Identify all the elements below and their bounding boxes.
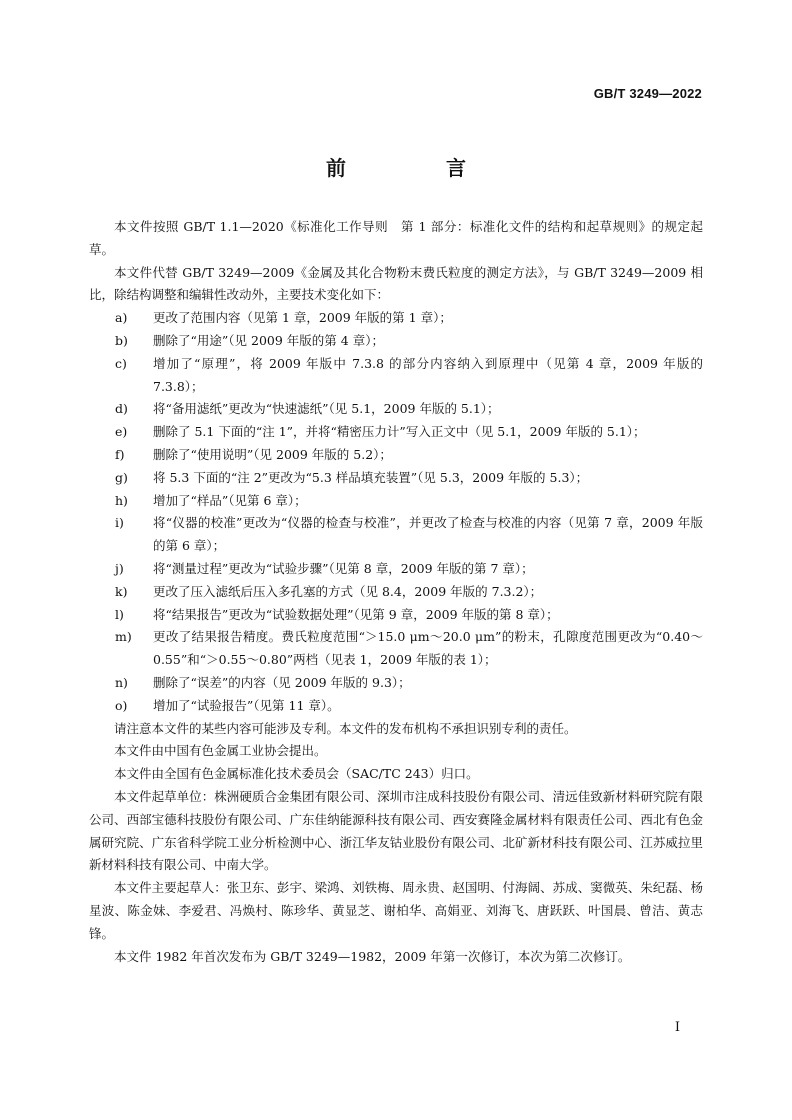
list-item-text: 将“仪器的校准”更改为“仪器的检查与校准”，并更改了检查与校准的内容（见第 7 章，2009 年版的第 6 章）； <box>153 515 703 554</box>
changes-list <box>89 307 703 717</box>
list-item-text: 删除了“误差”的内容（见 2009 年版的 9.3）； <box>153 674 411 690</box>
list-item-text: 将“结果报告”更改为“试验数据处理”（见第 9 章，2009 年版的第 8 章）； <box>153 606 559 622</box>
list-item-text: 更改了压入滤纸后压入多孔塞的方式（见 8.4，2009 年版的 7.3.2）； <box>153 583 543 599</box>
proposer-statement: 本文件由中国有色金属工业协会提出。 <box>114 743 327 759</box>
list-item-text: 删除了“使用说明”（见 2009 年版的 5.2）； <box>153 446 392 462</box>
list-item-text: 删除了 5.1 下面的“注 1”，并将“精密压力计”写入正文中（见 5.1，2009 年版的 5.1）； <box>153 424 646 440</box>
page-title: 前 言 <box>326 156 506 180</box>
list-marker: a) <box>115 310 128 326</box>
list-item <box>89 444 703 467</box>
list-marker: i) <box>115 515 124 531</box>
list-marker: h) <box>115 492 128 508</box>
list-marker: d) <box>115 401 128 417</box>
list-item <box>89 467 703 490</box>
list-marker: l) <box>115 606 124 622</box>
list-item <box>89 581 703 604</box>
list-item-text: 增加了“试验报告”（见第 11 章）。 <box>153 697 340 713</box>
list-item-text: 将 5.3 下面的“注 2”更改为“5.3 样品填充装置”（见 5.3，2009 年版的 5.3）； <box>153 469 589 485</box>
list-item <box>89 626 703 672</box>
list-marker: m) <box>115 629 132 645</box>
revision-history: 本文件 1982 年首次发布为 GB/T 3249—1982，2009 年第一次修订，本次为第二次修订。 <box>114 948 631 964</box>
list-item <box>89 558 703 581</box>
list-item-text: 将“备用滤纸”更改为“快速滤纸”（见 5.1，2009 年版的 5.1）； <box>153 401 500 417</box>
list-item <box>89 398 703 421</box>
list-item-text: 增加了“原理”，将 2009 年版中 7.3.8 的部分内容纳入到原理中（见第 4 章，2009 年版的 7.3.8）； <box>153 355 703 394</box>
intro-paragraph: 本文件按照 GB/T 1.1—2020《标准化工作导则 第 1 部分：标准化文件的结构和起草规则》的规定起草。 <box>89 219 703 257</box>
list-item <box>89 695 703 718</box>
drafting-units: 本文件起草单位：株洲硬质合金集团有限公司、深圳市注成科技股份有限公司、清远佳致新材料研究院有限公司、西部宝德科技股份有限公司、广东佳纳能源科技有限公司、西安赛隆金属材料有限责任公司、西北有色金属研究院、广东省科学院工业分析检测中心、浙江华友钴业股份有限公司、北矿新材科技有限公司、江苏威拉里新材料科技有限公司、中南大学。 <box>89 788 703 873</box>
list-item <box>89 307 703 330</box>
page-number: I <box>674 1020 680 1035</box>
list-marker: o) <box>115 697 128 713</box>
list-item <box>89 421 703 444</box>
list-item-text: 删除了“用途”（见 2009 年版的第 4 章）； <box>153 332 384 348</box>
list-marker: f) <box>115 446 125 462</box>
patent-notice: 请注意本文件的某些内容可能涉及专利。本文件的发布机构不承担识别专利的责任。 <box>114 720 577 736</box>
list-item <box>89 512 703 558</box>
list-item <box>89 490 703 513</box>
list-item-text: 更改了范围内容（见第 1 章，2009 年版的第 1 章）； <box>153 310 452 326</box>
list-marker: c) <box>115 355 127 371</box>
standard-number: GB/T 3249—2022 <box>593 86 702 101</box>
list-marker: e) <box>115 424 128 440</box>
list-marker: g) <box>115 469 128 485</box>
list-item <box>89 353 703 399</box>
list-item-text: 更改了结果报告精度。费氏粒度范围“＞15.0 μm～20.0 μm”的粉末，孔隙度范围更改为“0.40～0.55”和“＞0.55～0.80”两档（见表 1，2009 年版的表 1）； <box>153 629 703 668</box>
intro-paragraph: 本文件代替 GB/T 3249—2009《金属及其化合物粉末费氏粒度的测定方法》，与 GB/T 3249—2009 相比，除结构调整和编辑性改动外，主要技术变化如下： <box>89 264 703 303</box>
drafters: 本文件主要起草人：张卫东、彭宇、梁鸿、刘铁梅、周永贵、赵国明、付海阔、苏成、窦微英、朱纪磊、杨星波、陈金妹、李爱君、冯焕村、陈珍华、黄显芝、谢柏华、高娟亚、刘海飞、唐跃跃、叶国晨、曾洁、黄志锋。 <box>89 880 703 941</box>
list-marker: j) <box>115 560 124 576</box>
list-marker: b) <box>115 332 128 348</box>
list-item <box>89 604 703 627</box>
list-item <box>89 330 703 353</box>
foreword-body <box>89 216 703 968</box>
list-marker: k) <box>115 583 128 599</box>
committee-statement: 本文件由全国有色金属标准化技术委员会（SAC/TC 243）归口。 <box>114 766 479 782</box>
list-marker: n) <box>115 674 128 690</box>
list-item-text: 增加了“样品”（见第 6 章）； <box>153 492 307 508</box>
list-item-text: 将“测量过程”更改为“试验步骤”（见第 8 章，2009 年版的第 7 章）； <box>153 560 534 576</box>
list-item <box>89 672 703 695</box>
